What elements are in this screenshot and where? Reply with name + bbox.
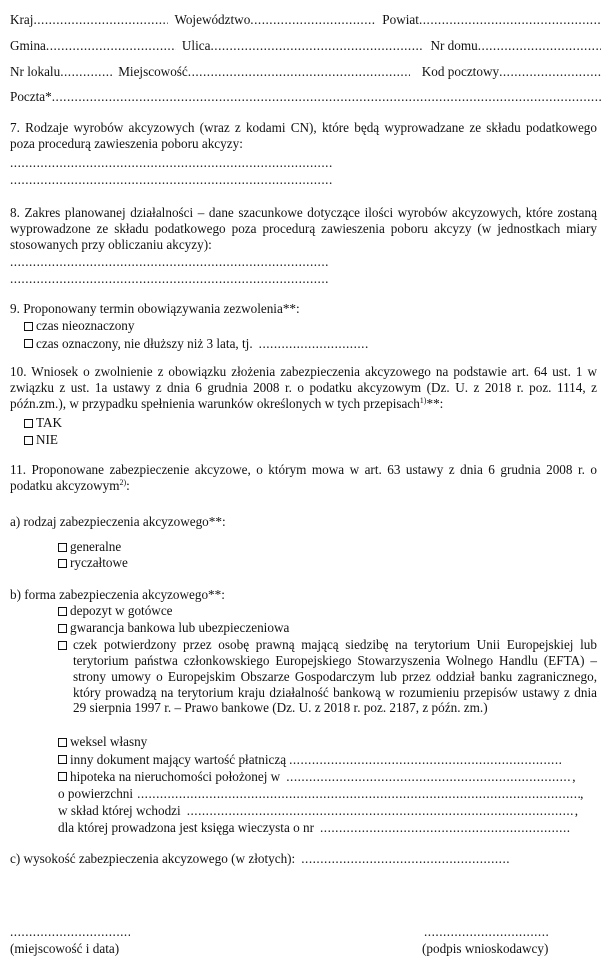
label-kraj: Kraj bbox=[10, 12, 34, 27]
footnote-ref-1: 1) bbox=[419, 395, 427, 405]
checkbox-generalne[interactable] bbox=[58, 543, 67, 552]
option-nie[interactable] bbox=[24, 432, 58, 448]
term-option-indefinite[interactable] bbox=[24, 318, 134, 334]
field-powiat[interactable] bbox=[419, 12, 601, 28]
option-generalne[interactable] bbox=[58, 539, 121, 555]
hipoteka-area-label: o powierzchni bbox=[58, 786, 134, 801]
checkbox-inny-dokument[interactable] bbox=[58, 755, 67, 764]
checkbox-weksel[interactable] bbox=[58, 738, 67, 747]
label-nr-lokalu: Nr lokalu bbox=[10, 64, 61, 79]
option-depozyt-label: depozyt w gotówce bbox=[70, 603, 173, 618]
option-generalne-label: generalne bbox=[70, 539, 122, 554]
checkbox-depozyt[interactable] bbox=[58, 607, 67, 616]
term-fixed-label: czas oznaczony, nie dłuższy niż 3 lata, tj. bbox=[36, 336, 253, 351]
section-11-text bbox=[10, 462, 597, 494]
section-11-body: 11. Proponowane zabezpieczenie akcyzowe, o którym mowa w art. 63 ustawy z dnia 6 grudnia 2008 r. o podatku akcyzowym bbox=[10, 462, 597, 493]
address-row-1 bbox=[10, 12, 601, 28]
section-11-suffix: : bbox=[126, 477, 130, 493]
field-hipoteka-location[interactable] bbox=[286, 769, 572, 785]
option-nie-label: NIE bbox=[36, 432, 58, 447]
checkbox-czek[interactable] bbox=[58, 641, 67, 650]
label-ulica: Ulica bbox=[181, 38, 211, 53]
hipoteka-kw-label: dla której prowadzona jest księga wieczysta o nr bbox=[58, 820, 314, 835]
option-hipoteka-label: hipoteka na nieruchomości położonej w bbox=[70, 769, 281, 784]
option-depozyt[interactable] bbox=[58, 603, 173, 619]
address-row-4 bbox=[10, 89, 601, 105]
section-11a-label: a) rodzaj zabezpieczenia akcyzowego**: bbox=[10, 514, 226, 529]
checkbox-term-fixed[interactable] bbox=[24, 339, 33, 348]
label-poczta: Poczta* bbox=[10, 89, 52, 104]
checkbox-hipoteka[interactable] bbox=[58, 772, 67, 781]
field-inny-dokument[interactable] bbox=[289, 752, 561, 768]
signature-left-line[interactable] bbox=[10, 924, 130, 940]
label-miejscowosc: Miejscowość bbox=[118, 64, 188, 79]
section-10-suffix: **: bbox=[426, 395, 444, 411]
section-8-text: 8. Zakres planowanej działalności – dane szacunkowe dotyczące ilości wyrobów akcyzowych, które zostaną wyprowadzone ze składu podatkowego poza procedurą zawieszenia poboru akcyzy (w jednostkach miary stosowanych przy obliczaniu akcyzy): bbox=[10, 205, 597, 252]
hipoteka-consist-label: w skład której wchodzi bbox=[58, 803, 181, 818]
option-gwarancja-label: gwarancja bankowa lub ubezpieczeniowa bbox=[70, 620, 290, 635]
hipoteka-consist-row: w skład której wchodzi ..... , bbox=[58, 803, 578, 819]
option-inny-dokument[interactable] bbox=[58, 752, 561, 768]
section-10-body: 10. Wniosek o zwolnienie z obowiązku złożenia zabezpieczenia akcyzowego na podstawie art. 64 ust. 1 w związku z ust. 1a ustawy z dnia 6 grudnia 2008 r. o podatku akcyzowym (Dz. U. z 2018 r. poz. 1114, z późn.zm.), w przypadku spełnienia warunków określonych w tych przepisach bbox=[10, 364, 597, 411]
section-8-line-2[interactable] bbox=[10, 271, 601, 287]
field-poczta[interactable] bbox=[52, 89, 601, 105]
checkbox-tak[interactable] bbox=[24, 419, 33, 428]
label-powiat: Powiat bbox=[382, 12, 419, 27]
field-nr-domu[interactable] bbox=[478, 38, 601, 54]
checkbox-nie[interactable] bbox=[24, 436, 33, 445]
term-indefinite-label: czas nieoznaczony bbox=[36, 318, 135, 333]
checkbox-czek-wrap[interactable] bbox=[58, 637, 70, 653]
section-7-text: 7. Rodzaje wyrobów akcyzowych (wraz z kodami CN), które będą wyprowadzane ze składu podatkowego poza procedurą zawieszenia poboru akcyzy: bbox=[10, 120, 597, 151]
field-nr-lokalu[interactable] bbox=[60, 64, 112, 80]
option-inny-dokument-label: inny dokument mający wartość płatniczą bbox=[70, 752, 287, 767]
field-miejscowosc[interactable] bbox=[188, 64, 410, 80]
field-hipoteka-area[interactable] bbox=[137, 786, 580, 802]
checkbox-ryczaltowe[interactable] bbox=[58, 559, 67, 568]
section-7-line-2[interactable] bbox=[10, 172, 601, 188]
field-ulica[interactable] bbox=[210, 38, 424, 54]
footnote-ref-2: 2) bbox=[119, 477, 127, 487]
field-term-fixed[interactable] bbox=[259, 336, 369, 352]
signature-right-label: (podpis wnioskodawcy) bbox=[422, 941, 549, 956]
section-11c-label: c) wysokość zabezpieczenia akcyzowego (w złotych): bbox=[10, 851, 296, 866]
hipoteka-kw-row bbox=[58, 820, 570, 836]
checkbox-term-indefinite[interactable] bbox=[24, 322, 33, 331]
option-tak-label: TAK bbox=[36, 415, 63, 430]
section-8-line-1[interactable] bbox=[10, 254, 601, 270]
section-11c-row bbox=[10, 851, 511, 867]
checkbox-gwarancja[interactable] bbox=[58, 624, 67, 633]
label-gmina: Gmina bbox=[10, 38, 46, 53]
option-ryczaltowe[interactable] bbox=[58, 555, 128, 571]
option-hipoteka[interactable]: hipoteka na nieruchomości położonej w ..... , bbox=[58, 769, 576, 785]
option-czek-label: czek potwierdzony przez osobę prawną mającą siedzibę na terytorium Unii Europejskiej lub terytorium państwa członkowskiego Europejskiego Stowarzyszenia Wolnego Handlu (EFTA) – strony umowy o Europejskim Obszarze Gospodarczym lub przez oddział banku zagranicznego, który prowadzą na terytorium kraju działalność bankową w rozumieniu przepisów ustawy z dnia 29 sierpnia 1997 r. – Prawo bankowe (Dz. U. z 2018 r. poz. 2187, z późn. zm.) bbox=[73, 637, 597, 716]
section-11b-label: b) forma zabezpieczenia akcyzowego**: bbox=[10, 587, 225, 602]
option-weksel-label: weksel własny bbox=[70, 734, 148, 749]
field-hipoteka-kw[interactable] bbox=[320, 820, 570, 836]
field-zabezpieczenie-kwota[interactable] bbox=[301, 851, 511, 867]
section-9-text: 9. Proponowany termin obowiązywania zezwolenia**: bbox=[10, 301, 300, 316]
signature-right-line[interactable] bbox=[424, 924, 549, 940]
address-row-2 bbox=[10, 38, 601, 54]
option-tak[interactable] bbox=[24, 415, 62, 431]
option-gwarancja[interactable] bbox=[58, 620, 289, 636]
label-nr-domu: Nr domu bbox=[430, 38, 478, 53]
section-7-line-1[interactable] bbox=[10, 155, 601, 171]
field-wojewodztwo[interactable] bbox=[250, 12, 376, 28]
hipoteka-area-row: o powierzchni ..... , bbox=[58, 786, 583, 802]
address-row-3 bbox=[10, 64, 601, 80]
field-gmina[interactable] bbox=[46, 38, 176, 54]
field-hipoteka-consist[interactable] bbox=[187, 803, 575, 819]
field-kod-pocztowy[interactable] bbox=[499, 64, 601, 80]
term-option-fixed[interactable] bbox=[24, 336, 369, 352]
label-wojewodztwo: Województwo bbox=[174, 12, 251, 27]
option-ryczaltowe-label: ryczałtowe bbox=[70, 555, 128, 570]
field-kraj[interactable] bbox=[33, 12, 168, 28]
section-10-text bbox=[10, 364, 597, 412]
option-weksel[interactable] bbox=[58, 734, 147, 750]
label-kod-pocztowy: Kod pocztowy bbox=[421, 64, 500, 79]
signature-left-label: (miejscowość i data) bbox=[10, 941, 120, 956]
